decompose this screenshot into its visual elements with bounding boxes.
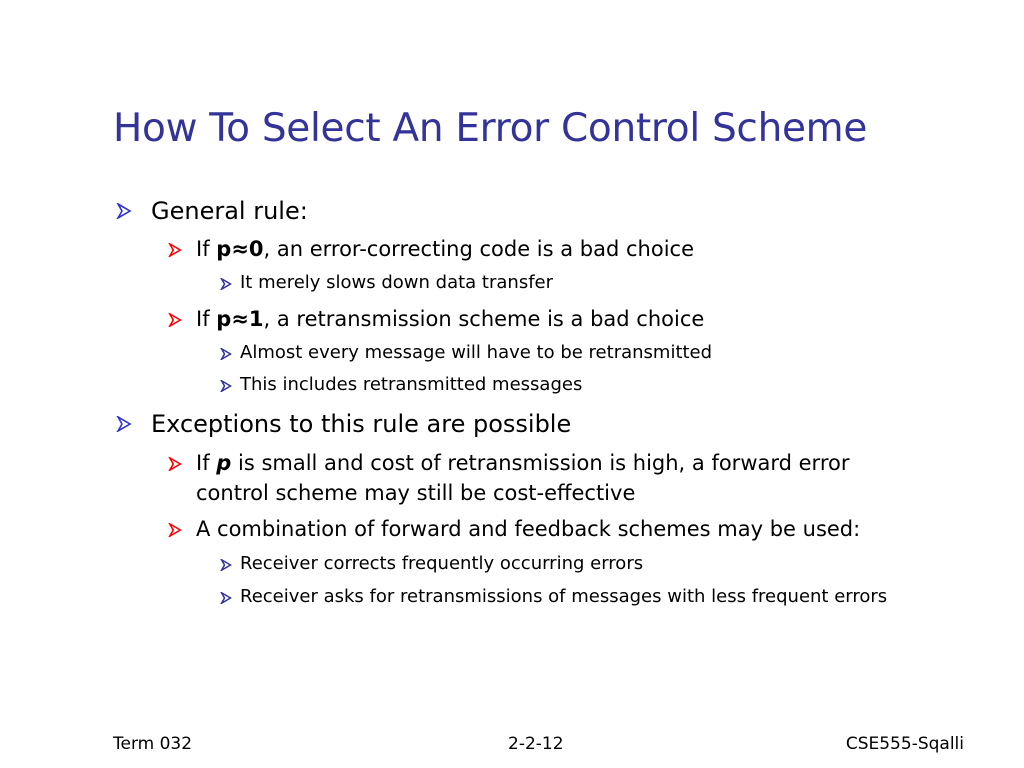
bullet-p-small-continued: control scheme may still be cost-effective: [196, 481, 636, 505]
arrow-bullet-icon: [220, 559, 232, 571]
bullet-p-small: [196, 451, 849, 475]
bullet-includes-retransmitted: This includes retransmitted messages: [240, 374, 583, 395]
footer-course: CSE555-Sqalli: [845, 734, 964, 754]
text-suffix: , an error-correcting code is a bad choice: [263, 237, 694, 261]
arrow-bullet-icon: [116, 203, 132, 219]
arrow-bullet-icon: [220, 592, 232, 604]
text-prefix: If: [196, 307, 217, 331]
text-prefix: If: [196, 237, 217, 261]
arrow-bullet-icon: [116, 416, 132, 432]
bullet-slows-transfer: It merely slows down data transfer: [240, 272, 554, 293]
bullet-p-one: [196, 307, 704, 331]
footer-date: 2-2-12: [508, 734, 564, 754]
arrow-bullet-icon: [220, 380, 232, 392]
bullet-combination: A combination of forward and feedback schemes may be used:: [196, 517, 861, 541]
bullet-p-zero: [196, 237, 694, 261]
arrow-bullet-icon: [168, 313, 182, 327]
arrow-bullet-icon: [220, 348, 232, 360]
text-bold: p≈1: [216, 307, 264, 331]
bullet-exceptions: Exceptions to this rule are possible: [151, 410, 572, 438]
footer-term: Term 032: [113, 734, 193, 754]
bullet-general-rule: General rule:: [151, 197, 308, 225]
arrow-bullet-icon: [220, 278, 232, 290]
text-suffix: , a retransmission scheme is a bad choice: [263, 307, 705, 331]
text-bold: p≈0: [216, 237, 264, 261]
bullet-receiver-asks: Receiver asks for retransmissions of messages with less frequent errors: [240, 586, 888, 607]
text-bold-italic: p: [216, 451, 232, 475]
text-prefix: If: [196, 451, 217, 475]
slide-title: How To Select An Error Control Scheme: [113, 106, 868, 151]
arrow-bullet-icon: [168, 523, 182, 537]
bullet-almost-every: Almost every message will have to be retransmitted: [240, 342, 713, 363]
bullet-receiver-corrects: Receiver corrects frequently occurring errors: [240, 553, 644, 574]
arrow-bullet-icon: [168, 243, 182, 257]
arrow-bullet-icon: [168, 457, 182, 471]
text-suffix: is small and cost of retransmission is high, a forward error: [231, 451, 850, 475]
